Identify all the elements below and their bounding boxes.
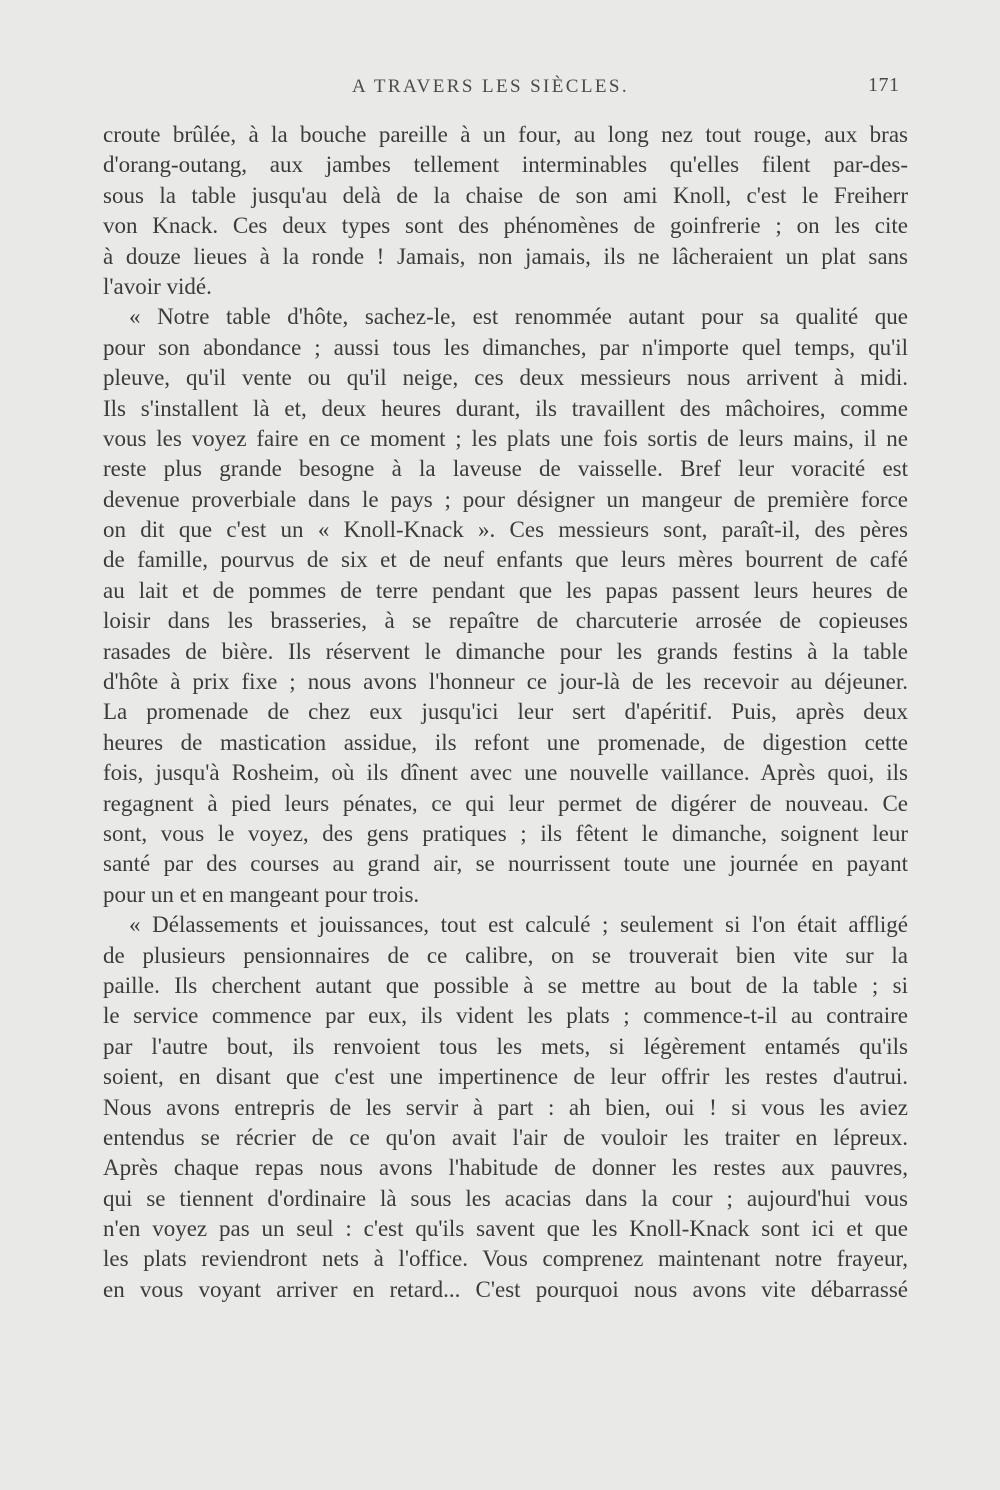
text-line: en vous voyant arriver en retard... C'est pourquoi nous avons vite débarrassé (103, 1276, 908, 1302)
text-line: qui se tiennent d'ordinaire là sous les acacias dans la cour ; aujourd'hui vous (103, 1185, 908, 1211)
text-line: pleuve, qu'il vente ou qu'il neige, ces deux messieurs nous arrivent à midi. (103, 365, 908, 391)
text-line: d'orang-outang, aux jambes tellement interminables qu'elles filent par-des- (103, 152, 908, 178)
text-line: pour son abondance ; aussi tous les dimanches, par n'importe quel temps, qu'il (103, 334, 908, 360)
text-line: La promenade de chez eux jusqu'ici leur sert d'apéritif. Puis, après deux (103, 699, 908, 725)
text-line: les plats reviendront nets à l'office. Vous comprenez maintenant notre frayeur, (103, 1246, 908, 1272)
text-line: santé par des courses au grand air, se nourrissent toute une journée en payant (103, 851, 908, 877)
text-line: heures de mastication assidue, ils refont une promenade, de digestion cette (103, 729, 908, 755)
running-title: A TRAVERS LES SIÈCLES. (352, 76, 629, 97)
text-line: reste plus grande besogne à la laveuse de vaisselle. Bref leur voracité est (103, 456, 908, 482)
body-text (103, 120, 908, 1305)
text-line: le service commence par eux, ils vident les plats ; commence-t-il au contraire (103, 1003, 908, 1029)
text-line: « Notre table d'hôte, sachez-le, est renommée autant pour sa qualité que (129, 304, 908, 330)
text-line: sont, vous le voyez, des gens pratiques ; ils fêtent le dimanche, soignent leur (103, 820, 908, 846)
text-line: sous la table jusqu'au delà de la chaise de son ami Knoll, c'est le Freiherr (103, 182, 908, 208)
text-line: fois, jusqu'à Rosheim, où ils dînent avec une nouvelle vaillance. Après quoi, ils (103, 760, 908, 786)
text-line: l'avoir vidé. (103, 273, 212, 299)
text-line: croute brûlée, à la bouche pareille à un four, au long nez tout rouge, aux bras (103, 122, 908, 147)
text-line: rasades de bière. Ils réservent le dimanche pour les grands festins à la table (103, 638, 908, 664)
text-line: vous les voyez faire en ce moment ; les plats une fois sortis de leurs mains, il ne (103, 425, 908, 451)
text-line: paille. Ils cherchent autant que possible à se mettre au bout de la table ; si (103, 972, 908, 998)
text-line: de plusieurs pensionnaires de ce calibre, on se trouverait bien vite sur la (103, 942, 908, 968)
text-line: à douze lieues à la ronde ! Jamais, non jamais, ils ne lâcheraient un plat sans (103, 243, 908, 269)
text-line: de famille, pourvus de six et de neuf enfants que leurs mères bourrent de café (103, 547, 908, 573)
text-line: Nous avons entrepris de les servir à part : ah bien, oui ! si vous les aviez (103, 1094, 908, 1120)
text-line: par l'autre bout, ils renvoient tous les mets, si légèrement entamés qu'ils (103, 1033, 908, 1059)
text-line: d'hôte à prix fixe ; nous avons l'honneur ce jour-là de les recevoir au déjeuner. (103, 669, 908, 695)
running-head (0, 76, 1000, 100)
text-line: « Délassements et jouissances, tout est calculé ; seulement si l'on était affligé (129, 912, 908, 938)
text-line: Après chaque repas nous avons l'habitude de donner les restes aux pauvres, (103, 1155, 908, 1181)
text-line: soient, en disant que c'est une impertinence de leur offrir les restes d'autrui. (103, 1064, 908, 1090)
text-line: Ils s'installent là et, deux heures durant, ils travaillent des mâchoires, comme (103, 395, 908, 421)
text-line: au lait et de pommes de terre pendant que les papas passent leurs heures de (103, 577, 908, 603)
text-line: regagnent à pied leurs pénates, ce qui leur permet de digérer de nouveau. Ce (103, 790, 908, 816)
text-line: loisir dans les brasseries, à se repaître de charcuterie arrosée de copieuses (103, 608, 908, 634)
text-line: entendus se récrier de ce qu'on avait l'air de vouloir les traiter en lépreux. (103, 1124, 908, 1150)
text-line: on dit que c'est un « Knoll-Knack ». Ces messieurs sont, paraît-il, des pères (103, 517, 908, 543)
text-line: von Knack. Ces deux types sont des phénomènes de goinfrerie ; on les cite (103, 213, 908, 239)
text-line: pour un et en mangeant pour trois. (103, 881, 420, 907)
text-line: devenue proverbiale dans le pays ; pour désigner un mangeur de première force (103, 486, 908, 512)
page-number: 171 (868, 74, 900, 96)
text-line: n'en voyez pas un seul : c'est qu'ils savent que les Knoll-Knack sont ici et que (103, 1216, 908, 1242)
